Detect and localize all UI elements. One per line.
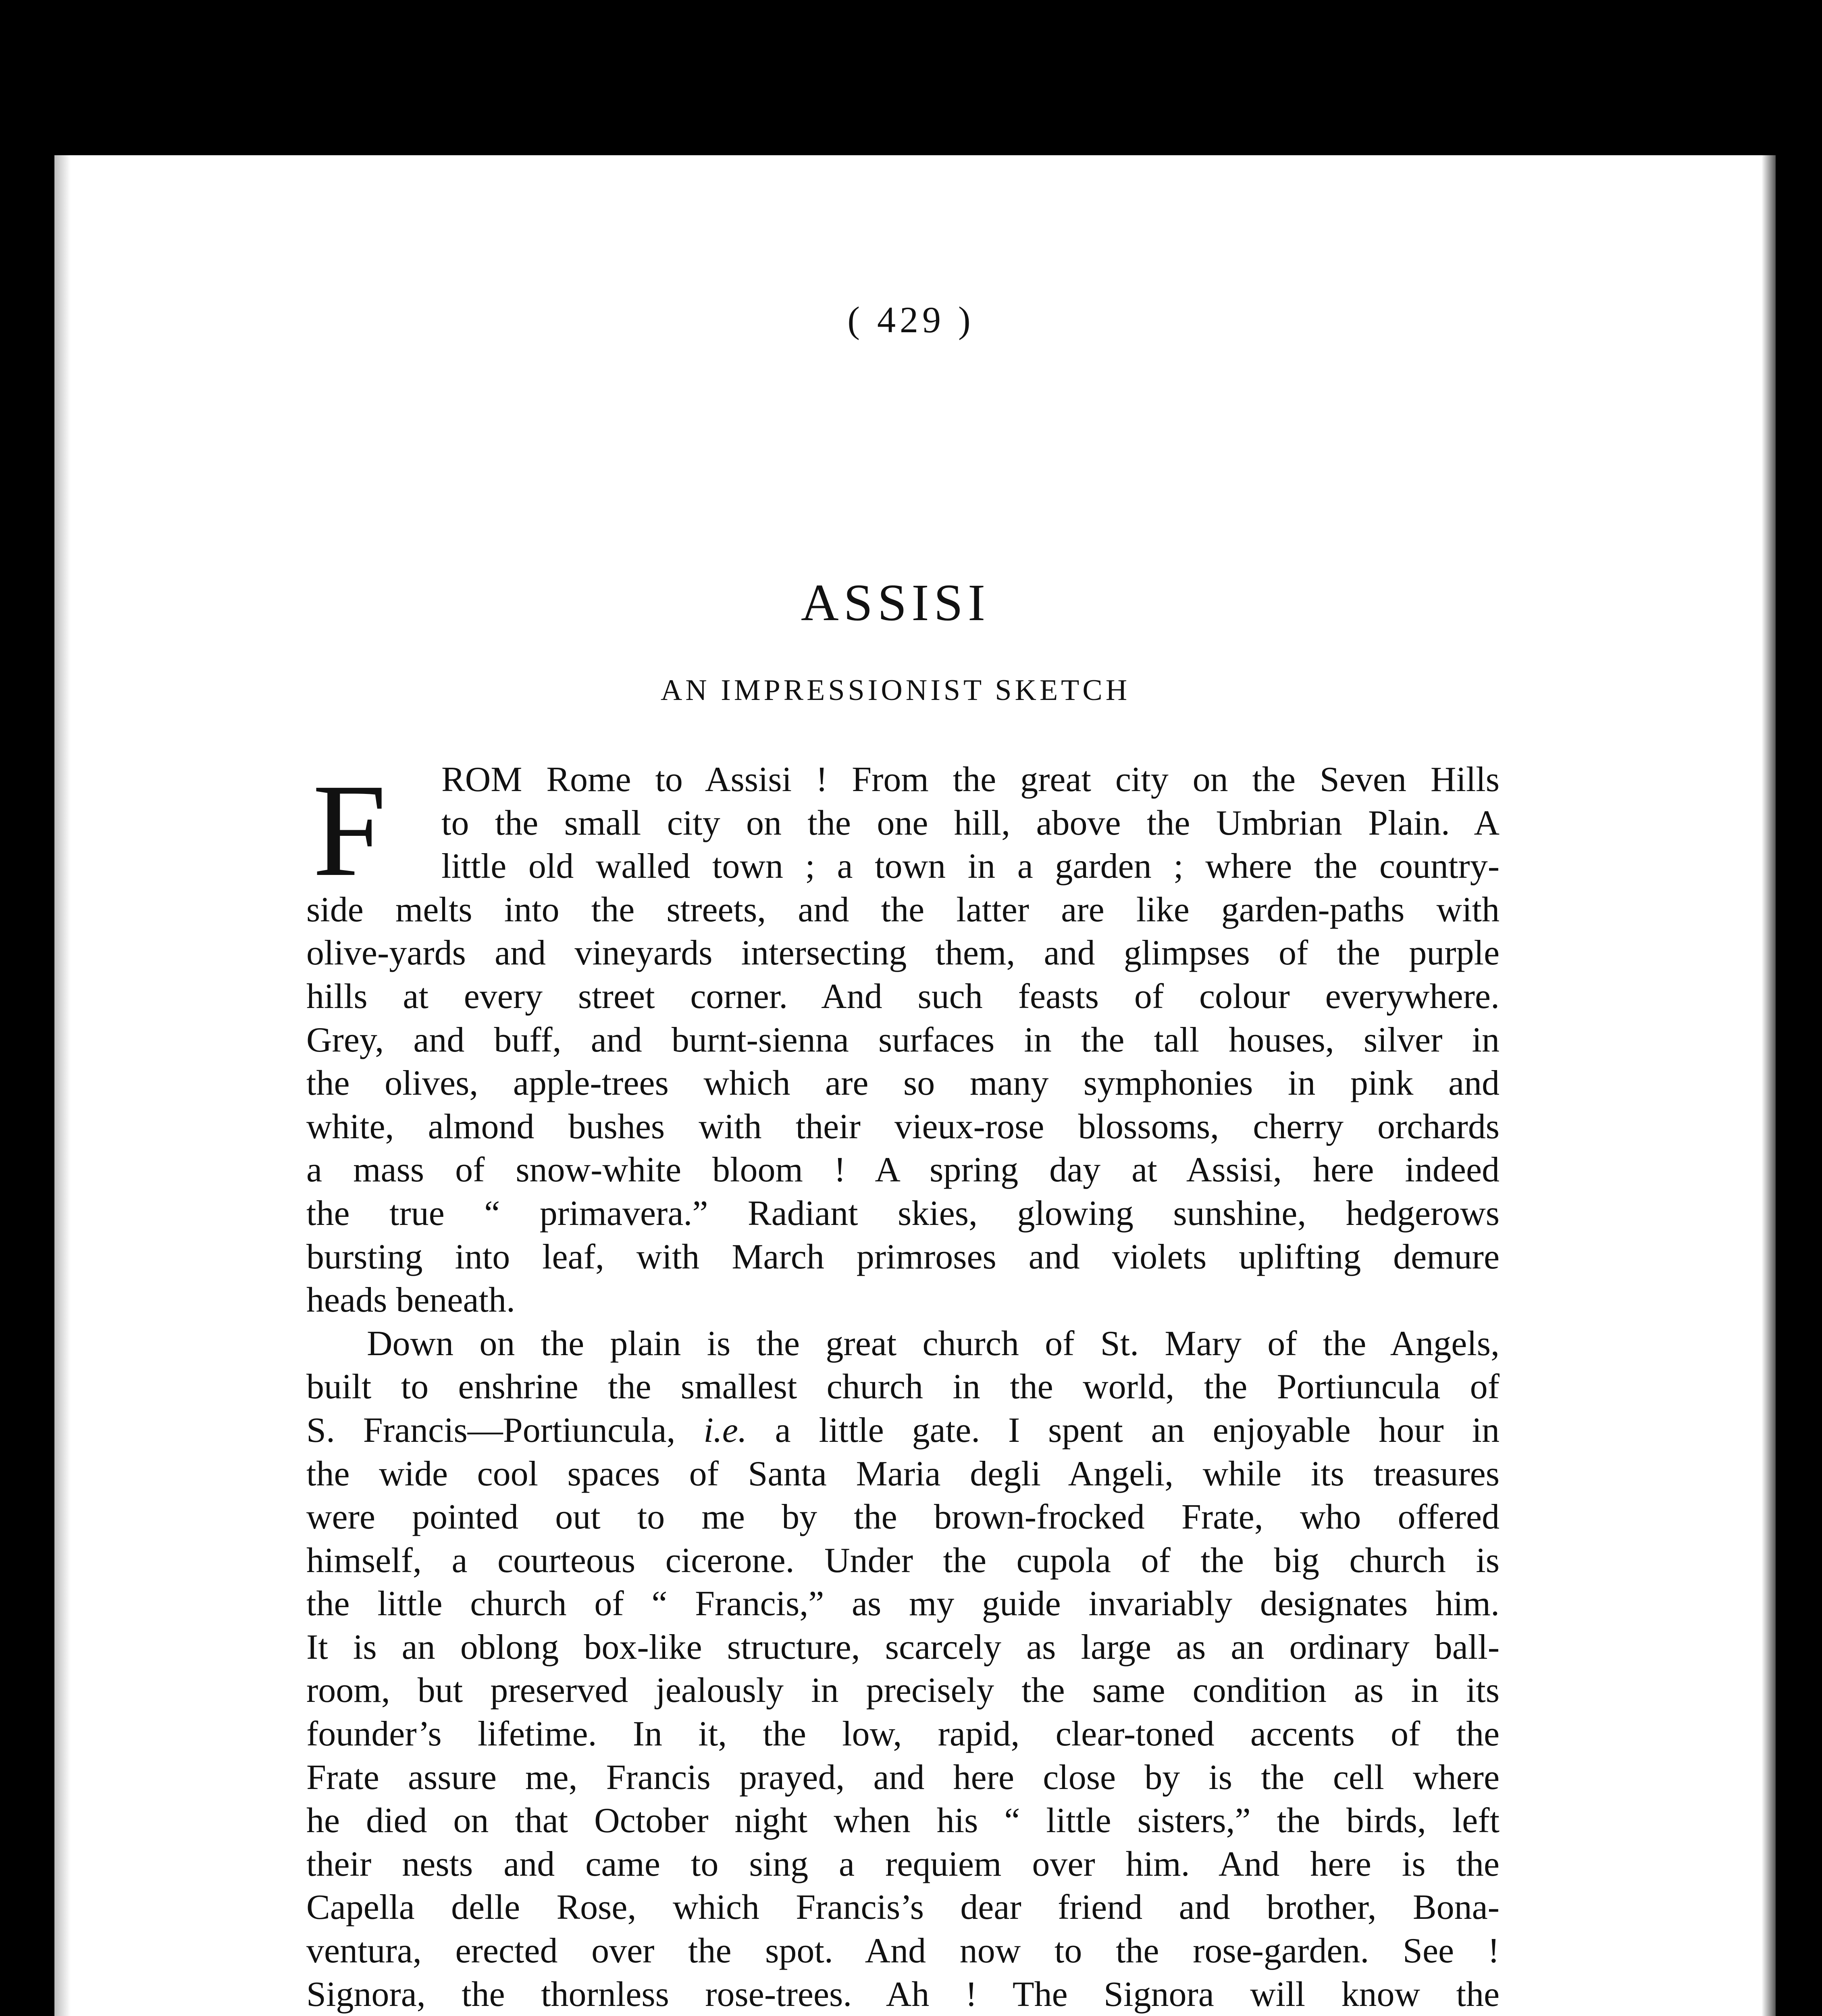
- text-line: bursting into leaf, with March primroses and violets uplifting demure: [306, 1237, 1500, 1277]
- text-line: the wide cool spaces of Santa Maria degli Angeli, while its treasures: [306, 1454, 1500, 1493]
- text-line: hills at every street corner. And such feasts of colour everywhere.: [306, 977, 1500, 1016]
- text-segment: a little gate. I spent an enjoyable hour in: [747, 1410, 1500, 1450]
- text-line: Down on the plain is the great church of St. Mary of the Angels,: [367, 1324, 1500, 1363]
- page-gutter-shadow: [54, 155, 71, 2016]
- text-line: their nests and came to sing a requiem over him. And here is the: [306, 1844, 1500, 1884]
- text-line: room, but preserved jealously in precisely the same condition as in its: [306, 1671, 1500, 1710]
- text-line: ROM Rome to Assisi ! From the great city on the Seven Hills: [441, 760, 1500, 799]
- text-line: to the small city on the one hill, above the Umbrian Plain. A: [441, 803, 1500, 843]
- text-line: It is an oblong box-like structure, scarcely as large as an ordinary ball-: [306, 1627, 1500, 1667]
- text-line: built to enshrine the smallest church in the world, the Portiuncula of: [306, 1367, 1500, 1407]
- text-line: a mass of snow-white bloom ! A spring day at Assisi, here indeed: [306, 1150, 1500, 1190]
- page-number: ( 429 ): [847, 299, 975, 340]
- text-line: were pointed out to me by the brown-frocked Frate, who offered: [306, 1497, 1500, 1537]
- text-line: little old walled town ; a town in a garden ; where the country-: [441, 847, 1500, 886]
- text-line: ventura, erected over the spot. And now to the rose-garden. See !: [306, 1931, 1500, 1971]
- text-line: Signora, the thornless rose-trees. Ah ! The Signora will know the: [306, 1974, 1500, 2014]
- text-line: olive-yards and vineyards intersecting them, and glimpses of the purple: [306, 933, 1500, 973]
- text-line: white, almond bushes with their vieux-rose blossoms, cherry orchards: [306, 1107, 1500, 1146]
- text-line: side melts into the streets, and the latter are like garden-paths with: [306, 890, 1500, 929]
- text-line: the true “ primavera.” Radiant skies, glowing sunshine, hedgerows: [306, 1193, 1500, 1233]
- article-subtitle: AN IMPRESSIONIST SKETCH: [660, 674, 1131, 707]
- text-segment: S. Francis—Portiuncula,: [306, 1410, 704, 1450]
- page-edge-shadow: [1762, 155, 1776, 2016]
- text-line: the olives, apple-trees which are so many symphonies in pink and: [306, 1064, 1500, 1103]
- italic-abbreviation: i.e.: [703, 1410, 747, 1450]
- text-line: Capella delle Rose, which Francis’s dear friend and brother, Bona-: [306, 1888, 1500, 1927]
- article-body: [306, 758, 1500, 2016]
- text-line: he died on that October night when his “ little sisters,” the birds, left: [306, 1801, 1500, 1841]
- drop-cap: F: [312, 757, 387, 904]
- article-title: ASSISI: [801, 574, 990, 632]
- text-line: the little church of “ Francis,” as my guide invariably designates him.: [306, 1584, 1500, 1624]
- text-line: founder’s lifetime. In it, the low, rapid, clear-toned accents of the: [306, 1714, 1500, 1754]
- text-line: Frate assure me, Francis prayed, and here close by is the cell where: [306, 1758, 1500, 1797]
- text-line: Grey, and buff, and burnt-sienna surfaces in the tall houses, silver in: [306, 1020, 1500, 1060]
- text-line: [306, 1409, 1500, 1452]
- text-line: himself, a courteous cicerone. Under the cupola of the big church is: [306, 1541, 1500, 1580]
- text-line: heads beneath.: [306, 1281, 515, 1320]
